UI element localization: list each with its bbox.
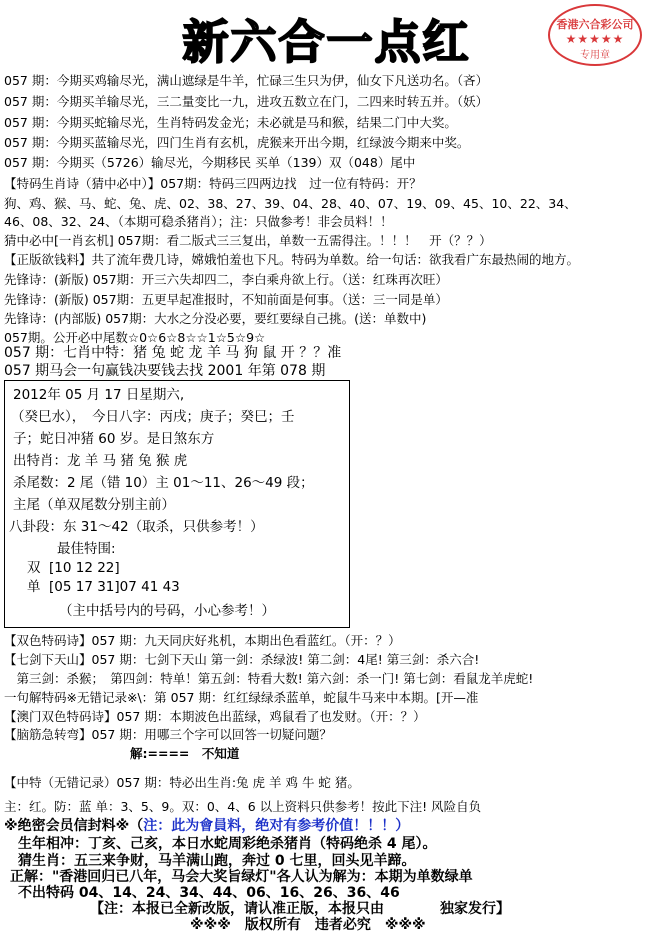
box-note: （主中括号内的号码，小心参考！） bbox=[59, 603, 275, 619]
text-line: 第三剑：杀猴； 第四剑：特单！第五剑：特看大数! 第六剑：杀一门! 第七剑：看鼠龙羊虎蛇! bbox=[4, 671, 534, 686]
text-line: 先锋诗：(新版) 057期：开三六失却四二，李白乘舟欲上行。（送：红珠再次旺） bbox=[4, 272, 448, 287]
zuijia-label: 最佳特围: bbox=[57, 541, 116, 557]
seal-top-text: 香港六合彩公司 bbox=[556, 18, 634, 31]
text-line: 猜中必中[一肖玄机] 057期：看二版式三三复出，单数一五需得注。！！！ 开（？？） bbox=[4, 233, 492, 248]
zhongte-line: 【中特（无错记录）057 期：特必出生肖:兔 虎 羊 鸡 牛 蛇 猪。 bbox=[4, 775, 360, 790]
zhuwei-line: 主尾（单双尾数分别主前） bbox=[13, 497, 175, 513]
footer-line: 猜生肖：五三来争财，马羊满山跑，奔过 0 七里，回头见羊蹄。 bbox=[18, 853, 416, 869]
text-line: 057期。公开必中尾数☆0☆6☆8☆☆1☆5☆9☆ bbox=[4, 330, 266, 345]
footer-line: 正解："香港回归已八年，马会大奖旨绿灯"各人认为解为：本期为单数绿单 bbox=[10, 869, 473, 885]
text-line: 【正版欲钱料】共了流年费几诗，嫦娥怕羞也下凡。特码为单数。给一句话：欲我看广东最热闹的地方。 bbox=[4, 252, 580, 267]
text-line: 【脑筋急转弯】057 期：用哪三个字可以回答一切疑问题？ bbox=[4, 727, 332, 742]
text-line: 057 期：七肖中特：猪 兔 蛇 龙 羊 马 狗 鼠 开 ？？准 bbox=[4, 345, 342, 361]
dan-numbers: [05 17 31]07 41 43 bbox=[49, 579, 180, 595]
text-line: 【双色特码诗】057 期：九天同庆好兆机，本期出色看蓝红。（开：？） bbox=[4, 633, 401, 648]
text-line: 【澳门双色特码诗】057 期：本期波色出蓝绿，鸡鼠看了也发财。（开：？） bbox=[4, 709, 426, 724]
vip-note: 注：此为會員料，绝对有参考价值！！！） bbox=[143, 818, 410, 834]
text-line: 057 期：今期买鸡输尽光，满山遮绿是牛羊，忙碌三生只为伊，仙女下凡送功名。（吝） bbox=[4, 73, 489, 88]
text-line: 057 期：今期买羊输尽光，三二量变比一九，进攻五数立在门，二四来时转五并。（妖） bbox=[4, 94, 489, 109]
seal-stars: ★★★★★ bbox=[565, 32, 625, 46]
footer-line: 不出特码 04、14、24、34、44、06、16、26、36、46 bbox=[18, 885, 400, 901]
text-line: 【七剑下天山】057 期：七剑下天山 第一剑：杀绿波! 第二剑：4尾! 第三剑：杀六合! bbox=[4, 652, 480, 667]
text-line: 狗、鸡、猴、马、蛇、兔、虎、02、38、27、39、04、28、40、07、19、09、45、10、22、34、 bbox=[4, 196, 577, 211]
text-line: 057 期：今期买蛇输尽光，生肖特码发金光；未必就是马和猴，结果二门中大奖。 bbox=[4, 115, 457, 130]
vip-label: ※绝密会员信封料※（ bbox=[4, 818, 144, 834]
dan-label: 单 bbox=[27, 579, 41, 595]
chuxiao-line: 出特肖：龙 羊 马 猪 兔 猴 虎 bbox=[13, 453, 188, 469]
seal-bottom-text: 专用章 bbox=[580, 50, 610, 61]
text-line: 057 期：今期买蓝输尽光，四门生肖有玄机，虎猴来开出今期，红绿波今期来中奖。 bbox=[4, 135, 470, 150]
shuang-numbers: [10 12 22] bbox=[49, 560, 120, 576]
bagua-line: 八卦段：东 31～42（取杀，只供参考！） bbox=[9, 519, 264, 535]
company-seal bbox=[548, 4, 642, 66]
text-line: 先锋诗：(内部版) 057期：大水之分没必要，要红要绿自己挑。(送：单数中) bbox=[4, 311, 427, 326]
vip-line bbox=[4, 819, 409, 834]
text-line: 057 期马会一句赢钱决要钱去找 2001 年第 078 期 bbox=[4, 363, 326, 379]
bazi-line: （癸巳水）， 今日八字：丙戌；庚子；癸巳；壬 bbox=[11, 409, 295, 425]
daily-info-box bbox=[4, 380, 350, 628]
copyright-line: ※※※ 版权所有 违者必究 ※※※ bbox=[190, 917, 426, 933]
zhuhong-line: 主：红。防：蓝 单：3、5、9。双：0、4、6 以上资料只供参考！按此下注! 风险自负 bbox=[4, 799, 482, 814]
text-line: 一句解特码※无错记录※\：第 057 期：红红绿绿杀蓝单，蛇鼠牛马来中本期。[开—准 bbox=[4, 690, 479, 705]
text-line: 46、08、32、24、（本期可稳杀猪肖）；注：只做参考！非会员料！！ bbox=[4, 214, 393, 229]
text-line: 先锋诗：(新版) 057期：五更早起准报时，不知前面是何事。（送：三一同是单） bbox=[4, 292, 448, 307]
text-line: 【特码生肖诗（猜中必中）】057期：特码三四两边找 过一位有特码：开？ bbox=[4, 176, 422, 191]
text-line: 057 期：今期买（5726）输尽光，今期移民 买单（139）双（048）尾中 bbox=[4, 155, 416, 170]
footer-line: 【注：本报已全新改版，请认准正版，本报只由 独家发行】 bbox=[90, 901, 510, 917]
bazi-line: 子；蛇日冲猪 60 岁。是日煞东方 bbox=[13, 431, 215, 447]
shawei-line: 杀尾数：2 尾（错 10）主 01～11、26～49 段； bbox=[13, 475, 314, 491]
footer-line: 生年相冲：丁亥、己亥，本日水蛇周彩绝杀猪肖（特码绝杀 4 尾）。 bbox=[18, 836, 437, 852]
shuang-label: 双 bbox=[27, 560, 41, 576]
date-line: 2012年 05 月 17 日星期六, bbox=[13, 387, 185, 403]
page-title: 新六合一点红 bbox=[182, 15, 471, 69]
riddle-answer: 解:==== 不知道 bbox=[130, 746, 240, 761]
